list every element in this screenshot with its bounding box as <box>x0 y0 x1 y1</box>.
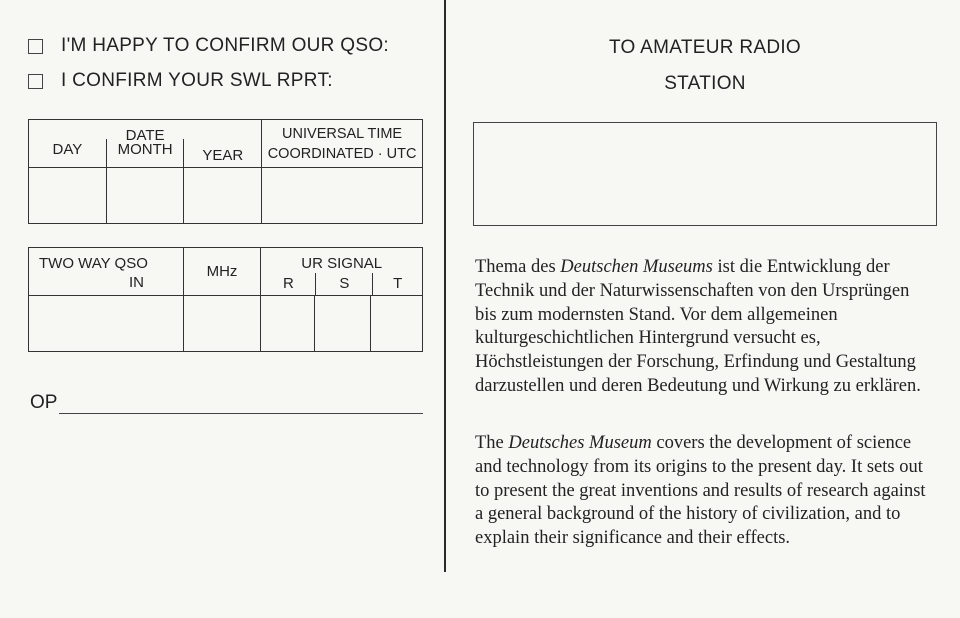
month-cell[interactable] <box>106 168 184 224</box>
t-header: T <box>393 275 403 292</box>
two-way-header-line2: IN <box>129 274 144 291</box>
english-text-rest: covers the development of science and technology from its origins to the present day. It sets out to present the great inventions and results of research against a general background of the history of civilization, and to explain their significance and their effects. <box>475 433 926 549</box>
swl-checkbox[interactable] <box>28 74 43 89</box>
qso-band-cell[interactable] <box>29 296 184 352</box>
german-description <box>475 256 933 399</box>
utc-header-line2: COORDINATED · UTC <box>267 145 417 162</box>
qso-checkbox[interactable] <box>28 39 43 54</box>
german-text-rest: ist die Entwicklung der Technik und der Naturwissenschaften von den Ursprüngen bis zum modernsten Stand. Vor dem allgemeinen kulturgeschichtlichen Hintergrund versucht es, Höchstleistungen der Forschung, Erfindung und Gestaltung darzustellen und deren Bedeutung und Wirkung zu erklären. <box>475 257 921 396</box>
month-header: MONTH <box>107 139 185 167</box>
german-museum-name: Deutschen Museums <box>560 257 713 277</box>
utc-header-line1: UNIVERSAL TIME <box>282 125 403 142</box>
ur-signal-header-cell <box>261 248 423 296</box>
english-description <box>475 432 933 551</box>
utc-cell[interactable] <box>262 168 423 224</box>
date-header-cell <box>29 120 262 168</box>
op-signature-line[interactable] <box>59 395 423 414</box>
day-header: DAY <box>29 139 107 167</box>
signal-table <box>28 247 423 352</box>
two-way-header-line1: TWO WAY QSO <box>39 255 148 272</box>
address-title-line1: TO AMATEUR RADIO <box>608 37 801 58</box>
s-header: S <box>316 273 373 295</box>
day-cell[interactable] <box>29 168 107 224</box>
operator-row <box>30 392 423 414</box>
year-cell[interactable] <box>184 168 262 224</box>
ur-signal-header: UR SIGNAL <box>301 255 383 272</box>
op-label: OP <box>30 392 58 413</box>
date-header: DATE <box>125 127 165 144</box>
address-title-line2: STATION <box>664 73 746 94</box>
english-text-start: The <box>475 433 509 453</box>
mhz-cell[interactable] <box>183 296 261 352</box>
english-museum-name: Deutsches Museum <box>508 433 652 453</box>
swl-label: I CONFIRM YOUR SWL RPRT: <box>61 70 333 91</box>
mhz-header: MHz <box>183 248 261 296</box>
german-text-start: Thema des <box>475 257 561 277</box>
t-cell[interactable] <box>371 296 423 352</box>
two-way-header-cell <box>29 248 184 296</box>
confirm-swl-row[interactable] <box>28 70 333 92</box>
year-header: YEAR <box>202 147 244 164</box>
s-cell[interactable] <box>315 296 371 352</box>
utc-header-cell <box>262 120 423 168</box>
confirm-qso-row[interactable] <box>28 35 389 57</box>
address-title <box>472 30 938 102</box>
r-cell[interactable] <box>261 296 315 352</box>
address-box[interactable] <box>473 122 937 226</box>
center-divider <box>444 0 446 572</box>
r-header: R <box>261 273 316 295</box>
qso-label: I'M HAPPY TO CONFIRM OUR QSO: <box>61 35 389 56</box>
date-time-table <box>28 119 423 224</box>
